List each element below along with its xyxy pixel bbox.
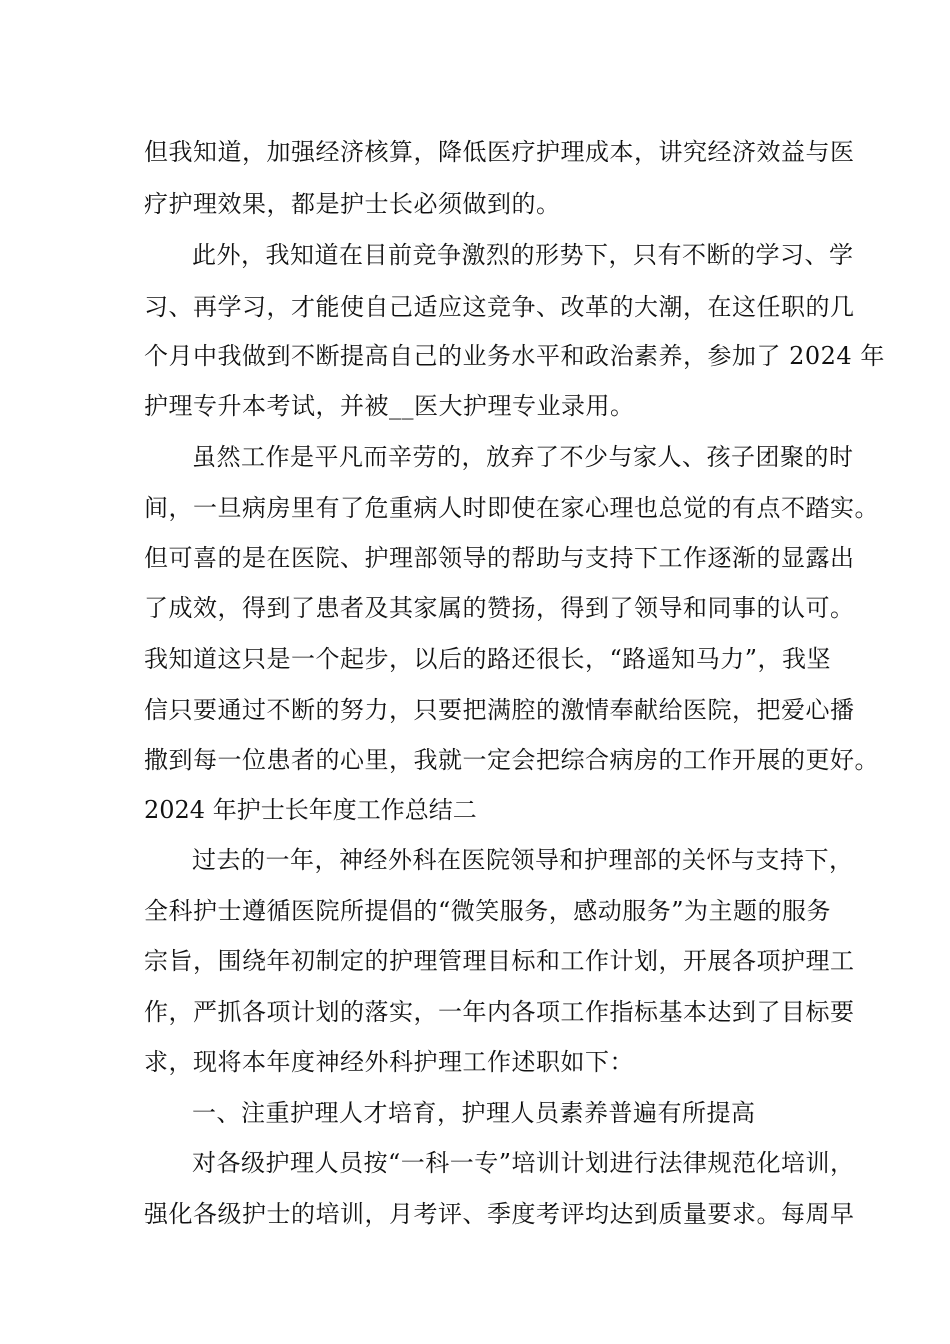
paragraph-line: 习、再学习，才能使自己适应这竞争、改革的大潮，在这任职的几 xyxy=(144,293,855,321)
paragraph-line: 全科护士遵循医院所提倡的“微笑服务，感动服务”为主题的服务 xyxy=(144,897,832,925)
subsection-heading: 一、注重护理人才培育，护理人员素养普遍有所提高 xyxy=(192,1099,756,1127)
section-title: 2024 年护士长年度工作总结二 xyxy=(144,796,477,824)
paragraph-line: 过去的一年，神经外科在医院领导和护理部的关怀与支持下， xyxy=(192,846,854,874)
paragraph-line: 但可喜的是在医院、护理部领导的帮助与支持下工作逐渐的显露出 xyxy=(144,544,855,572)
paragraph-line: 疗护理效果，都是护士长必须做到的。 xyxy=(144,190,561,218)
paragraph-line: 求，现将本年度神经外科护理工作述职如下： xyxy=(144,1048,634,1076)
paragraph-line: 宗旨，围绕年初制定的护理管理目标和工作计划，开展各项护理工 xyxy=(144,947,855,975)
paragraph-line: 间，一旦病房里有了危重病人时即使在家心理也总觉的有点不踏实。 xyxy=(144,494,879,522)
paragraph-line: 强化各级护士的培训，月考评、季度考评均达到质量要求。每周早 xyxy=(144,1200,855,1228)
paragraph-line: 对各级护理人员按“一科一专”培训计划进行法律规范化培训， xyxy=(192,1149,855,1177)
paragraph-line: 虽然工作是平凡而辛劳的，放弃了不少与家人、孩子团聚的时 xyxy=(192,443,854,471)
paragraph-line: 但我知道，加强经济核算，降低医疗护理成本，讲究经济效益与医 xyxy=(144,138,855,166)
paragraph-line: 撒到每一位患者的心里，我就一定会把综合病房的工作开展的更好。 xyxy=(144,746,879,774)
paragraph-line: 此外，我知道在目前竞争激烈的形势下，只有不断的学习、学 xyxy=(192,241,854,269)
paragraph-line: 我知道这只是一个起步，以后的路还很长，“路遥知马力”，我坚 xyxy=(144,645,832,673)
paragraph-line: 护理专升本考试，并被__医大护理专业录用。 xyxy=(144,392,635,420)
paragraph-line: 了成效，得到了患者及其家属的赞扬，得到了领导和同事的认可。 xyxy=(144,594,855,622)
paragraph-line: 信只要通过不断的努力，只要把满腔的激情奉献给医院，把爱心播 xyxy=(144,696,855,724)
paragraph-line: 作，严抓各项计划的落实，一年内各项工作指标基本达到了目标要 xyxy=(144,998,855,1026)
paragraph-line: 个月中我做到不断提高自己的业务水平和政治素养，参加了 2024 年 xyxy=(144,342,885,370)
